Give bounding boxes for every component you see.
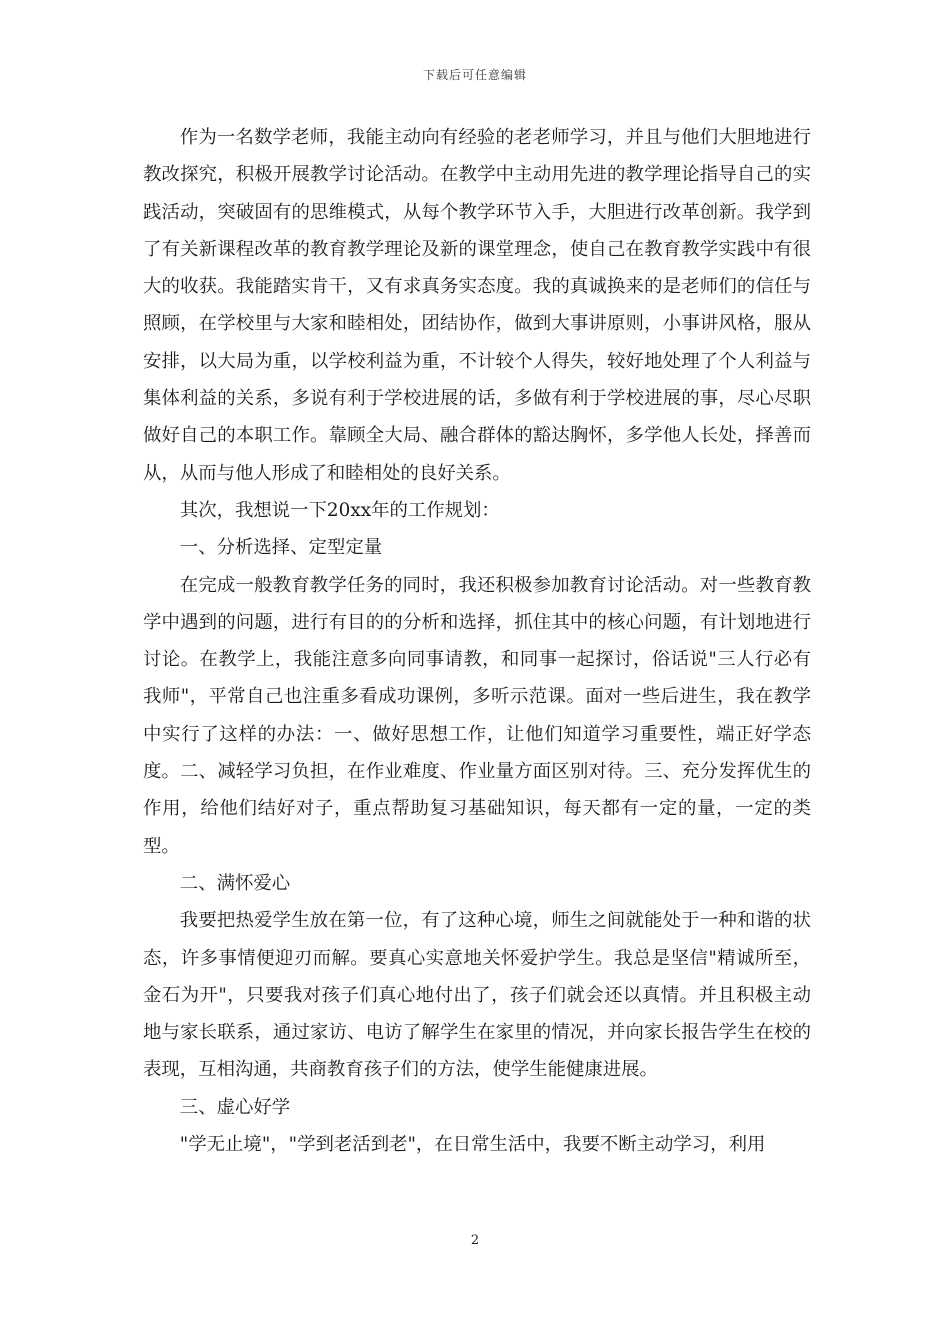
paragraph-section-2: 我要把热爱学生放在第一位，有了这种心境，师生之间就能处于一种和谐的状态，许多事情便迎刃而解。要真心实意地关怀爱护学生。我总是坚信"精诚所至，金石为开"，只要我对孩子们真心地付出了，孩子们就会还以真情。并且积极主动地与家长联系，通过家访、电访了解学生在家里的情况，并向家长报告学生在校的表现，互相沟通，共商教育孩子们的方法，使学生能健康进展。 [143,910,811,1081]
paragraph-section-1: 在完成一般教育教学任务的同时，我还积极参加教育讨论活动。对一些教育教学中遇到的问题，进行有目的的分析和选择，抓住其中的核心问题，有计划地进行讨论。在教学上，我能注意多向同事请教，和同事一起探讨，俗话说"三人行必有我师"，平常自己也注重多看成功课例，多听示范课。面对一些后进生，我在教学中实行了这样的办法：一、做好思想工作，让他们知道学习重要性，端正好学态度。二、减轻学习负担，在作业难度、作业量方面区别对待。三、充分发挥优生的作用，给他们结好对子，重点帮助复习基础知识，每天都有一定的量，一定的类型。 [143,574,811,857]
page-header: 下载后可任意编辑 [422,68,527,82]
paragraph-section-3: "学无止境"，"学到老活到老"，在日常生活中，我要不断主动学习，利用 [179,1134,766,1156]
section-heading-2: 二、满怀爱心 [179,872,291,894]
paragraph-self-review: 作为一名数学老师，我能主动向有经验的老老师学习，并且与他们大胆地进行教改探究，积极开展教学讨论活动。在教学中主动用先进的教学理论指导自己的实践活动，突破固有的思维模式，从每个教学环节入手，大胆进行改革创新。我学到了有关新课程改革的教育教学理论及新的课堂理念，使自己在教育教学实践中有很大的收获。我能踏实肯干，又有求真务实态度。我的真诚换来的是老师们的信任与照顾，在学校里与大家和睦相处，团结协作，做到大事讲原则，小事讲风格，服从安排，以大局为重，以学校利益为重，不计较个人得失，较好地处理了个人利益与集体利益的关系，多说有利于学校进展的话，多做有利于学校进展的事，尽心尽职做好自己的本职工作。靠顾全大局、融合群体的豁达胸怀，多学他人长处，择善而从，从而与他人形成了和睦相处的良好关系。 [143,127,811,484]
section-heading-3: 三、虚心好学 [179,1096,291,1118]
paragraph-plan-intro: 其次，我想说一下20xx年的工作规划： [179,499,500,521]
page-number: 2 [470,1233,480,1248]
document-body [143,119,811,1163]
section-heading-1: 一、分析选择、定型定量 [179,537,383,559]
